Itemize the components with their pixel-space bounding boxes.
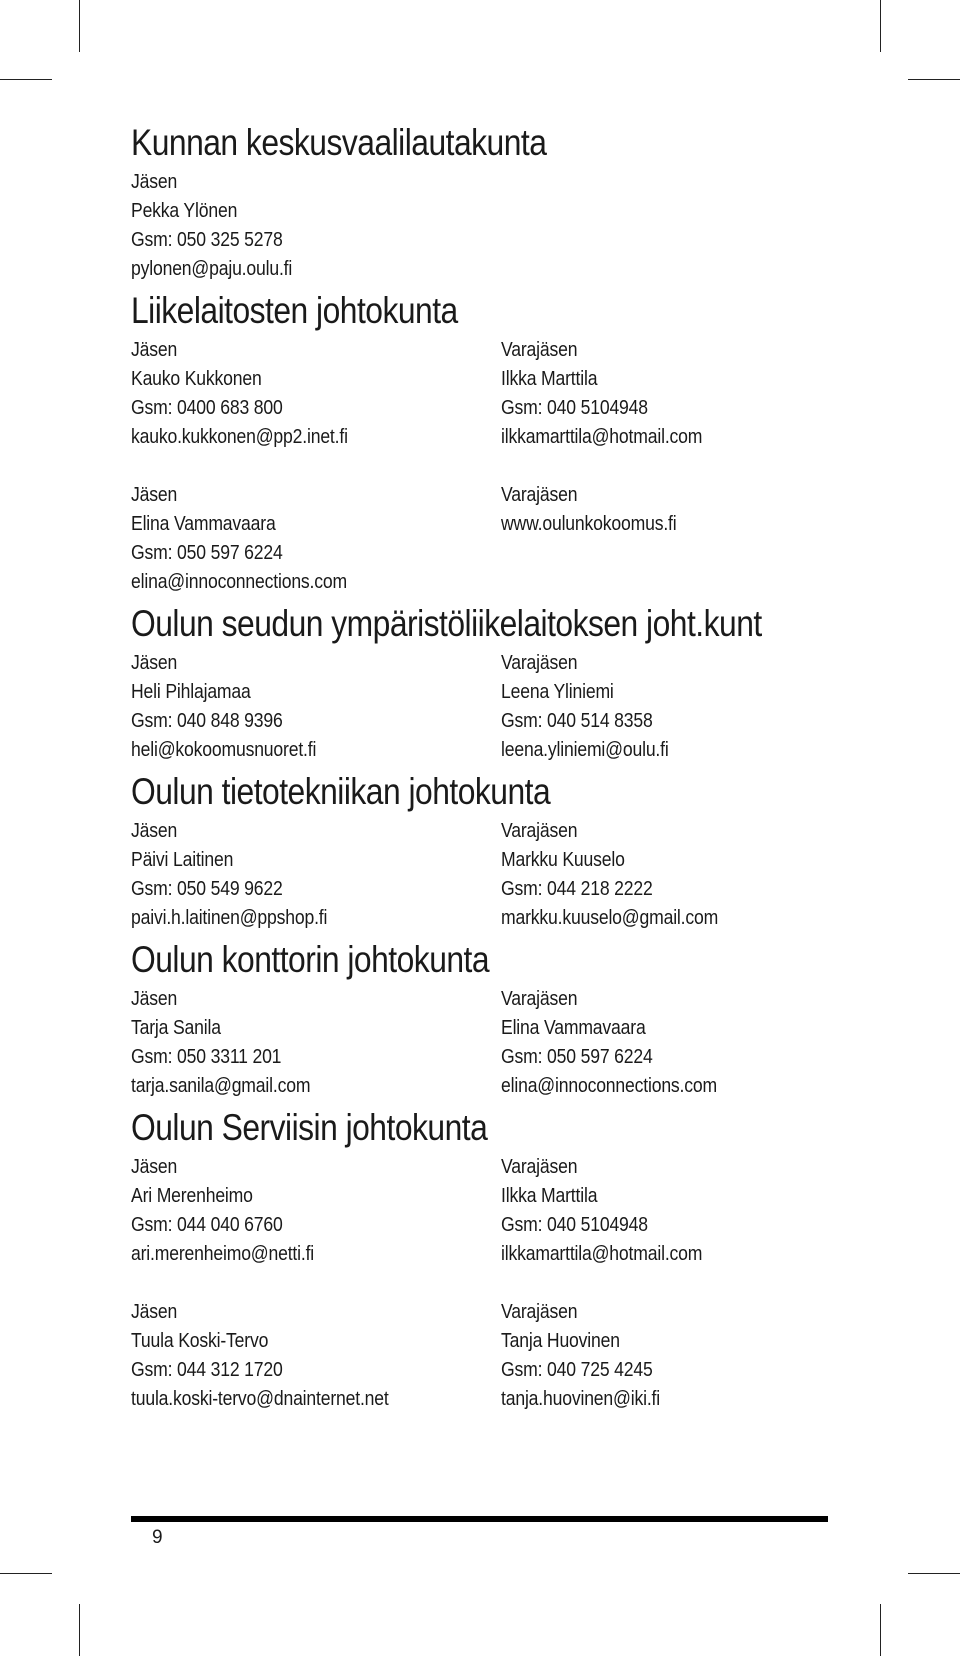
deputy-card (501, 336, 871, 452)
section-title: Kunnan keskusvaalilautakunta (131, 122, 547, 163)
member-role: Jäsen (131, 820, 178, 842)
deputy-card (501, 649, 871, 765)
section-title: Oulun konttorin johtokunta (131, 939, 490, 980)
deputy-website-link[interactable]: www.oulunkokoomus.fi (501, 513, 677, 535)
deputy-card (501, 1153, 871, 1269)
member-phone: Gsm: 050 597 6224 (131, 542, 283, 564)
member-name: Ari Merenheimo (131, 1185, 253, 1207)
deputy-role: Varajäsen (501, 652, 578, 674)
member-phone: Gsm: 044 312 1720 (131, 1359, 283, 1381)
deputy-name: Tanja Huovinen (501, 1330, 620, 1352)
deputy-name: Markku Kuuselo (501, 849, 625, 871)
deputy-phone: Gsm: 040 514 8358 (501, 710, 653, 732)
deputy-email[interactable]: ilkkamarttila@hotmail.com (501, 426, 703, 448)
deputy-card (501, 481, 871, 597)
deputy-name: Ilkka Marttila (501, 368, 598, 390)
deputy-card (501, 817, 871, 933)
member-email[interactable]: tuula.koski-tervo@dnainternet.net (131, 1388, 389, 1410)
deputy-role: Varajäsen (501, 820, 578, 842)
member-role: Jäsen (131, 1301, 178, 1323)
member-role: Jäsen (131, 484, 178, 506)
crop-mark-bottom-right (880, 1604, 881, 1656)
page-number: 9 (152, 1527, 163, 1548)
section-liikelaitosten-johtokunta (131, 288, 831, 597)
footer-rule (131, 1516, 828, 1522)
member-email[interactable]: kauko.kukkonen@pp2.inet.fi (131, 426, 348, 448)
deputy-email[interactable]: leena.yliniemi@oulu.fi (501, 739, 669, 761)
member-phone: Gsm: 044 040 6760 (131, 1214, 283, 1236)
member-email[interactable]: pylonen@paju.oulu.fi (131, 258, 293, 280)
section-ymparistoliikelaitos (131, 601, 831, 765)
member-card (131, 985, 501, 1101)
crop-mark-bottom-right-h (908, 1573, 960, 1574)
member-email[interactable]: paivi.h.laitinen@ppshop.fi (131, 907, 328, 929)
section-title: Oulun tietotekniikan johtokunta (131, 771, 551, 812)
member-card (131, 1298, 501, 1414)
member-phone: Gsm: 050 549 9622 (131, 878, 283, 900)
member-phone: Gsm: 0400 683 800 (131, 397, 283, 419)
section-konttorin-johtokunta (131, 937, 831, 1101)
member-name: Tarja Sanila (131, 1017, 221, 1039)
member-phone: Gsm: 040 848 9396 (131, 710, 283, 732)
deputy-phone: Gsm: 040 5104948 (501, 1214, 648, 1236)
member-card (131, 649, 501, 765)
deputy-phone: Gsm: 050 597 6224 (501, 1046, 653, 1068)
member-group (131, 1153, 831, 1269)
member-phone: Gsm: 050 3311 201 (131, 1046, 282, 1068)
member-group (131, 649, 831, 765)
section-keskusvaalilautakunta (131, 120, 831, 284)
section-title: Oulun Serviisin johtokunta (131, 1107, 488, 1148)
deputy-role: Varajäsen (501, 339, 578, 361)
section-title: Oulun seudun ympäristöliikelaitoksen joht.kunt (131, 603, 762, 644)
crop-mark-top-right (880, 0, 881, 52)
deputy-phone: Gsm: 044 218 2222 (501, 878, 653, 900)
member-card (131, 481, 501, 597)
deputy-email[interactable]: elina@innoconnections.com (501, 1075, 717, 1097)
deputy-phone: Gsm: 040 5104948 (501, 397, 648, 419)
member-email[interactable]: heli@kokoomusnuoret.fi (131, 739, 317, 761)
crop-mark-bottom-left (79, 1604, 80, 1656)
section-serviisin-johtokunta (131, 1105, 831, 1414)
crop-mark-top-right-h (908, 79, 960, 80)
crop-mark-top-left (79, 0, 80, 52)
member-group (131, 336, 831, 452)
deputy-role: Varajäsen (501, 1301, 578, 1323)
member-role: Jäsen (131, 988, 178, 1010)
member-email[interactable]: elina@innoconnections.com (131, 571, 347, 593)
member-role: Jäsen (131, 652, 178, 674)
section-title: Liikelaitosten johtokunta (131, 290, 458, 331)
member-card (131, 817, 501, 933)
deputy-name: Leena Yliniemi (501, 681, 614, 703)
crop-mark-top-left-h (0, 79, 52, 80)
deputy-name: Ilkka Marttila (501, 1185, 598, 1207)
member-email[interactable]: tarja.sanila@gmail.com (131, 1075, 311, 1097)
deputy-role: Varajäsen (501, 988, 578, 1010)
member-group (131, 817, 831, 933)
deputy-role: Varajäsen (501, 1156, 578, 1178)
section-tietotekniikan-johtokunta (131, 769, 831, 933)
deputy-email[interactable]: markku.kuuselo@gmail.com (501, 907, 719, 929)
member-group (131, 168, 831, 284)
member-name: Päivi Laitinen (131, 849, 234, 871)
member-group (131, 985, 831, 1101)
member-role: Jäsen (131, 171, 178, 193)
crop-mark-bottom-left-h (0, 1573, 52, 1574)
deputy-role: Varajäsen (501, 484, 578, 506)
member-card (131, 168, 501, 284)
member-phone: Gsm: 050 325 5278 (131, 229, 283, 251)
deputy-card (501, 1298, 871, 1414)
deputy-phone: Gsm: 040 725 4245 (501, 1359, 653, 1381)
member-name: Heli Pihlajamaa (131, 681, 251, 703)
deputy-email[interactable]: ilkkamarttila@hotmail.com (501, 1243, 703, 1265)
member-name: Tuula Koski-Tervo (131, 1330, 269, 1352)
deputy-name: Elina Vammavaara (501, 1017, 646, 1039)
member-group (131, 481, 831, 597)
deputy-card (501, 985, 871, 1101)
member-role: Jäsen (131, 1156, 178, 1178)
member-name: Kauko Kukkonen (131, 368, 262, 390)
member-card (131, 336, 501, 452)
document-body (131, 120, 831, 1418)
member-name: Pekka Ylönen (131, 200, 238, 222)
member-name: Elina Vammavaara (131, 513, 276, 535)
member-card (131, 1153, 501, 1269)
member-group (131, 1298, 831, 1414)
member-role: Jäsen (131, 339, 178, 361)
deputy-email[interactable]: tanja.huovinen@iki.fi (501, 1388, 660, 1410)
member-email[interactable]: ari.merenheimo@netti.fi (131, 1243, 315, 1265)
